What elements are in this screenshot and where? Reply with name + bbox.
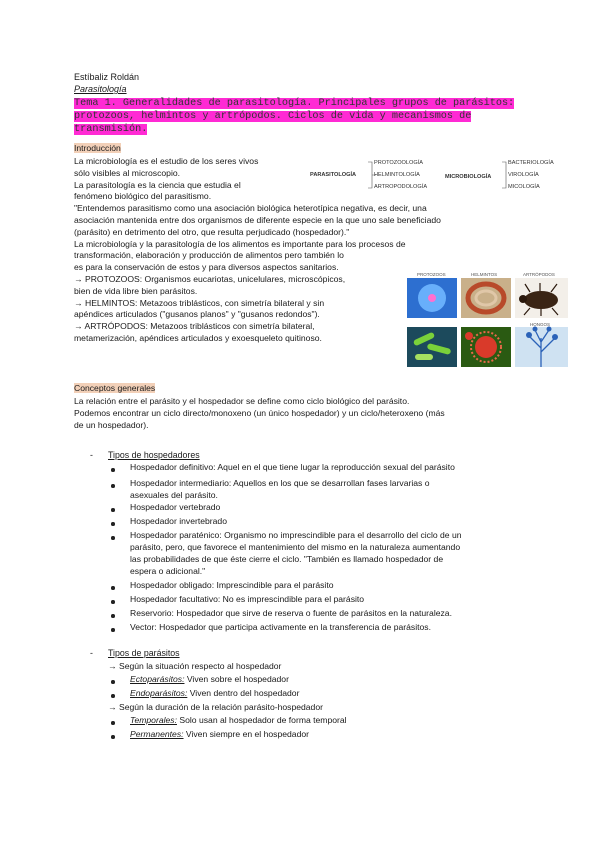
diagram-left-item: ARTROPODOLOGÍA: [374, 184, 428, 190]
parasite-item: Permanentes: Viven siempre en el hospedador: [130, 729, 310, 739]
disciplines-diagram: [310, 158, 572, 196]
intro-heading: Introducción: [74, 143, 121, 153]
bullet: [111, 508, 115, 512]
host-item: Hospedador vertebrado: [130, 502, 221, 512]
title-line-1: Tema 1. Generalidades de parasitología. Principales grupos de parásitos:: [74, 98, 515, 109]
host-item: Hospedador facultativo: No es imprescindible para el parásito: [130, 594, 365, 604]
bullet: [111, 614, 115, 618]
concepts-paragraph: [74, 396, 445, 431]
bullet: [111, 600, 115, 604]
image-caption: ARTRÓPODOS: [523, 272, 555, 277]
document-title: [74, 97, 526, 136]
intro-line: fenómeno biológico del parasitismo.: [74, 191, 212, 202]
parasite-item: Endoparásitos: Viven dentro del hospedador: [130, 688, 300, 698]
image-caption: HONGOS: [530, 322, 551, 327]
intro-line: apéndices articulados ("gusanos planos" y "gusanos redondos").: [74, 309, 320, 320]
image-caption: BACTERIAS: [419, 322, 445, 327]
organisms-image-grid: [405, 272, 570, 368]
diagram-left-item: HELMINTOLOGÍA: [374, 172, 420, 178]
bullet: [111, 680, 115, 684]
host-item: Hospedador invertebrado: [130, 516, 227, 526]
image-caption: VIRUS: [479, 322, 493, 327]
list-dash: -: [90, 450, 93, 460]
host-item-cont: parásito, pero, que favorece el mantenimiento del mismo en la naturaleza aumentando: [130, 542, 461, 552]
bullet: [111, 522, 115, 526]
hosts-heading: Tipos de hospedadores: [108, 450, 200, 460]
image-caption: PROTOZOOS: [417, 272, 446, 277]
bullet: [111, 694, 115, 698]
concepts-line: La relación entre el parásito y el hospedador se define como ciclo biológico del parásito.: [74, 396, 410, 406]
diagram-left-label: PARASITOLOGÍA: [310, 172, 357, 178]
concepts-line: Podemos encontrar un ciclo directo/monoxeno (un único hospedador) y un ciclo/heteroxeno (más: [74, 407, 445, 418]
intro-line: metamerización, apéndices articulados y exoesqueleto quitinoso.: [74, 332, 322, 343]
host-item-cont: las probabilidades de que éste cierre el ciclo. "También es llamado hospedador de: [130, 554, 444, 564]
intro-line: → HELMINTOS: Metazoos triblásticos, con simetría bilateral y sin: [74, 297, 325, 308]
diagram-right-label: MICROBIOLOGÍA: [445, 174, 492, 180]
list-dash: -: [90, 648, 93, 658]
parasite-item: Ectoparásitos: Viven sobre el hospedador: [130, 674, 289, 684]
intro-line: bien de vida libre bien parásitos.: [74, 285, 198, 296]
intro-line: → PROTOZOOS: Organismos eucariotas, unicelulares, microscópicos,: [74, 273, 346, 284]
intro-line: sólo visibles al microscopio.: [74, 167, 181, 178]
author-name: Estíbaliz Roldán: [74, 72, 140, 82]
bullet: [111, 468, 115, 472]
title-line-2: protozoos, helmintos y artrópodos. Ciclos de vida y mecanismos de: [74, 111, 472, 122]
bullet: [111, 628, 115, 632]
parasite-item: Temporales: Solo usan al hospedador de forma temporal: [130, 715, 347, 725]
host-item: Reservorio: Hospedador que sirve de reserva o fuente de parásitos en la naturaleza.: [130, 608, 452, 618]
intro-line: asociación mantenida entre dos organismos de diferente especie en la que uno sale beneficiado: [74, 214, 441, 225]
image-caption: HELMINTOS: [471, 272, 498, 277]
diagram-right-item: VIROLOGÍA: [508, 172, 539, 178]
host-item: Hospedador intermediario: Aquellos en los que se desarrollan fases larvarias o: [130, 478, 430, 488]
host-item: Vector: Hospedador que participa activamente en la transferencia de parásitos.: [130, 622, 431, 632]
concepts-heading: Conceptos generales: [74, 383, 156, 393]
intro-line: La microbiología y la parasitología de los alimentos es importante para los procesos de: [74, 238, 406, 249]
host-item-cont: espera o adicional.": [130, 566, 206, 576]
bullet: [111, 536, 115, 540]
host-item: Hospedador obligado: Imprescindible para el parásito: [130, 580, 334, 590]
subject-title: Parasitología: [74, 84, 127, 94]
intro-line: es para la conservación de estos y para diversos aspectos sanitarios.: [74, 262, 339, 273]
host-item: Hospedador paraténico: Organismo no imprescindible para el desarrollo del ciclo de un: [130, 530, 462, 540]
intro-line: (parásito) en detrimento del otro, que resulta perjudicado (hospedador).": [74, 226, 350, 237]
intro-line: La microbiología es el estudio de los seres vivos: [74, 156, 259, 166]
bullet: [111, 721, 115, 725]
bullet: [111, 586, 115, 590]
diagram-right-item: BACTERIOLOGÍA: [508, 160, 554, 166]
bullet: [111, 484, 115, 488]
concepts-line: de un hospedador).: [74, 419, 149, 430]
intro-line: transformación, elaboración y producción de alimentos pero también lo: [74, 250, 344, 261]
title-line-3: transmisión.: [74, 124, 148, 135]
parasite-group-arrow: → Según la situación respecto al hospedador: [108, 661, 282, 671]
diagram-left-item: PROTOZOOLOGÍA: [374, 160, 424, 166]
bullet: [111, 735, 115, 739]
diagram-right-item: MICOLOGÍA: [508, 184, 540, 190]
parasite-group-arrow: → Según la duración de la relación parásito-hospedador: [108, 702, 323, 712]
host-item-cont: asexuales del parásito.: [130, 490, 218, 500]
intro-line: "Entendemos parasitismo como una asociación biológica heterotípica negativa, es decir, una: [74, 203, 427, 214]
intro-line: La parasitología es la ciencia que estudia el: [74, 179, 241, 190]
host-item: Hospedador definitivo: Aquel en el que tiene lugar la reproducción sexual del parásito: [130, 462, 455, 472]
parasites-heading: Tipos de parásitos: [108, 648, 180, 658]
intro-line: → ARTRÓPODOS: Metazoos triblásticos con simetría bilateral,: [74, 321, 315, 332]
